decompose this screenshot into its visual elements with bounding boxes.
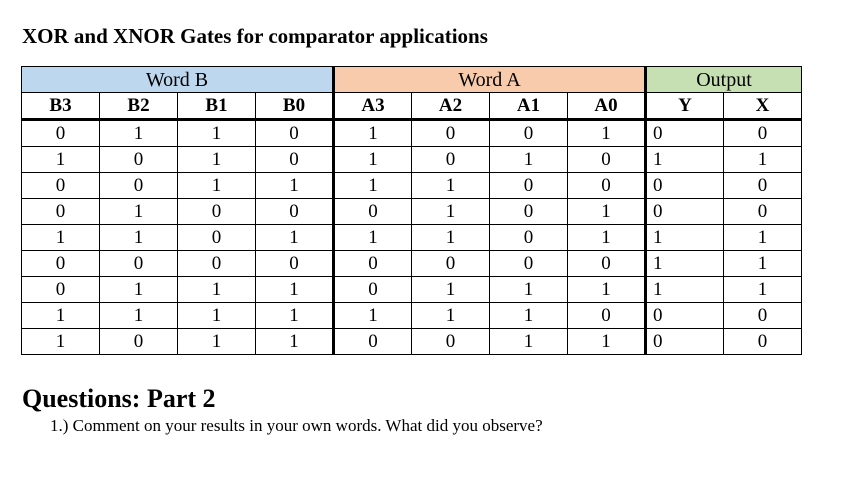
table-cell: 1 xyxy=(22,225,100,251)
header-b2: B2 xyxy=(100,93,178,120)
table-cell: 0 xyxy=(178,251,256,277)
table-cell: 0 xyxy=(490,120,568,147)
table-cell: 0 xyxy=(256,120,334,147)
table-cell: 1 xyxy=(646,225,724,251)
table-cell: 1 xyxy=(22,147,100,173)
table-cell: 0 xyxy=(568,147,646,173)
group-word-b: Word B xyxy=(22,67,334,93)
group-word-a: Word A xyxy=(334,67,646,93)
table-cell: 0 xyxy=(334,277,412,303)
table-cell: 0 xyxy=(646,303,724,329)
table-cell: 1 xyxy=(178,329,256,355)
table-cell: 0 xyxy=(412,251,490,277)
table-cell: 1 xyxy=(256,225,334,251)
table-cell: 1 xyxy=(178,147,256,173)
table-cell: 1 xyxy=(178,173,256,199)
table-cell: 0 xyxy=(724,329,802,355)
table-cell: 0 xyxy=(334,329,412,355)
table-cell: 1 xyxy=(256,303,334,329)
table-cell: 1 xyxy=(568,277,646,303)
page-title: XOR and XNOR Gates for comparator applications xyxy=(22,24,488,48)
table-cell: 1 xyxy=(490,303,568,329)
table-cell: 0 xyxy=(646,173,724,199)
table-row xyxy=(22,251,802,277)
table-cell: 1 xyxy=(646,277,724,303)
table-cell: 1 xyxy=(568,120,646,147)
header-b1: B1 xyxy=(178,93,256,120)
table-cell: 0 xyxy=(646,120,724,147)
truth-table-body xyxy=(22,67,802,355)
table-cell: 1 xyxy=(100,199,178,225)
table-cell: 0 xyxy=(22,173,100,199)
group-output: Output xyxy=(646,67,802,93)
table-cell: 0 xyxy=(568,303,646,329)
table-cell: 0 xyxy=(412,120,490,147)
table-cell: 1 xyxy=(256,277,334,303)
header-b3: B3 xyxy=(22,93,100,120)
table-cell: 1 xyxy=(100,277,178,303)
table-cell: 1 xyxy=(412,173,490,199)
table-cell: 0 xyxy=(412,329,490,355)
table-cell: 1 xyxy=(724,251,802,277)
table-cell: 1 xyxy=(22,303,100,329)
table-row xyxy=(22,120,802,147)
table-row xyxy=(22,199,802,225)
table-row xyxy=(22,225,802,251)
header-b0: B0 xyxy=(256,93,334,120)
table-cell: 0 xyxy=(22,277,100,303)
header-y: Y xyxy=(646,93,724,120)
table-cell: 1 xyxy=(490,147,568,173)
table-cell: 1 xyxy=(412,303,490,329)
table-cell: 1 xyxy=(256,329,334,355)
table-cell: 0 xyxy=(646,329,724,355)
table-cell: 0 xyxy=(724,120,802,147)
table-cell: 1 xyxy=(724,147,802,173)
table-cell: 0 xyxy=(490,173,568,199)
table-cell: 0 xyxy=(334,251,412,277)
table-cell: 0 xyxy=(22,199,100,225)
table-cell: 1 xyxy=(334,303,412,329)
table-cell: 1 xyxy=(568,225,646,251)
table-cell: 1 xyxy=(646,147,724,173)
table-cell: 0 xyxy=(22,251,100,277)
questions-heading: Questions: Part 2 xyxy=(22,384,216,413)
table-cell: 0 xyxy=(568,173,646,199)
table-cell: 0 xyxy=(490,225,568,251)
table-row xyxy=(22,303,802,329)
table-cell: 0 xyxy=(568,251,646,277)
table-cell: 1 xyxy=(100,120,178,147)
table-cell: 1 xyxy=(412,225,490,251)
table-cell: 1 xyxy=(22,329,100,355)
table-cell: 0 xyxy=(178,199,256,225)
table-row xyxy=(22,277,802,303)
table-cell: 0 xyxy=(334,199,412,225)
table-cell: 0 xyxy=(178,225,256,251)
table-cell: 1 xyxy=(334,147,412,173)
table-row xyxy=(22,329,802,355)
table-cell: 0 xyxy=(100,251,178,277)
table-cell: 0 xyxy=(724,303,802,329)
table-cell: 0 xyxy=(100,147,178,173)
table-cell: 0 xyxy=(22,120,100,147)
table-cell: 1 xyxy=(412,277,490,303)
table-cell: 0 xyxy=(256,199,334,225)
table-cell: 0 xyxy=(256,251,334,277)
table-cell: 1 xyxy=(334,225,412,251)
table-row xyxy=(22,173,802,199)
header-a2: A2 xyxy=(412,93,490,120)
column-header-row xyxy=(22,93,802,120)
table-cell: 1 xyxy=(100,303,178,329)
table-cell: 0 xyxy=(100,173,178,199)
table-row xyxy=(22,147,802,173)
table-cell: 0 xyxy=(256,147,334,173)
table-cell: 1 xyxy=(334,173,412,199)
table-cell: 0 xyxy=(490,251,568,277)
header-a1: A1 xyxy=(490,93,568,120)
table-cell: 0 xyxy=(646,199,724,225)
table-cell: 1 xyxy=(646,251,724,277)
table-cell: 1 xyxy=(178,120,256,147)
table-cell: 1 xyxy=(256,173,334,199)
table-cell: 1 xyxy=(334,120,412,147)
header-a0: A0 xyxy=(568,93,646,120)
header-a3: A3 xyxy=(334,93,412,120)
table-cell: 0 xyxy=(100,329,178,355)
table-cell: 1 xyxy=(724,277,802,303)
table-cell: 1 xyxy=(412,199,490,225)
table-cell: 1 xyxy=(100,225,178,251)
question-1: 1.) Comment on your results in your own words. What did you observe? xyxy=(50,416,543,435)
table-cell: 1 xyxy=(568,199,646,225)
truth-table xyxy=(21,66,802,355)
table-cell: 1 xyxy=(178,303,256,329)
header-x: X xyxy=(724,93,802,120)
table-cell: 0 xyxy=(412,147,490,173)
table-cell: 1 xyxy=(490,277,568,303)
table-cell: 0 xyxy=(724,199,802,225)
group-header-row xyxy=(22,67,802,93)
table-cell: 1 xyxy=(568,329,646,355)
table-cell: 1 xyxy=(724,225,802,251)
table-cell: 1 xyxy=(490,329,568,355)
table-cell: 0 xyxy=(490,199,568,225)
table-cell: 0 xyxy=(724,173,802,199)
table-cell: 1 xyxy=(178,277,256,303)
